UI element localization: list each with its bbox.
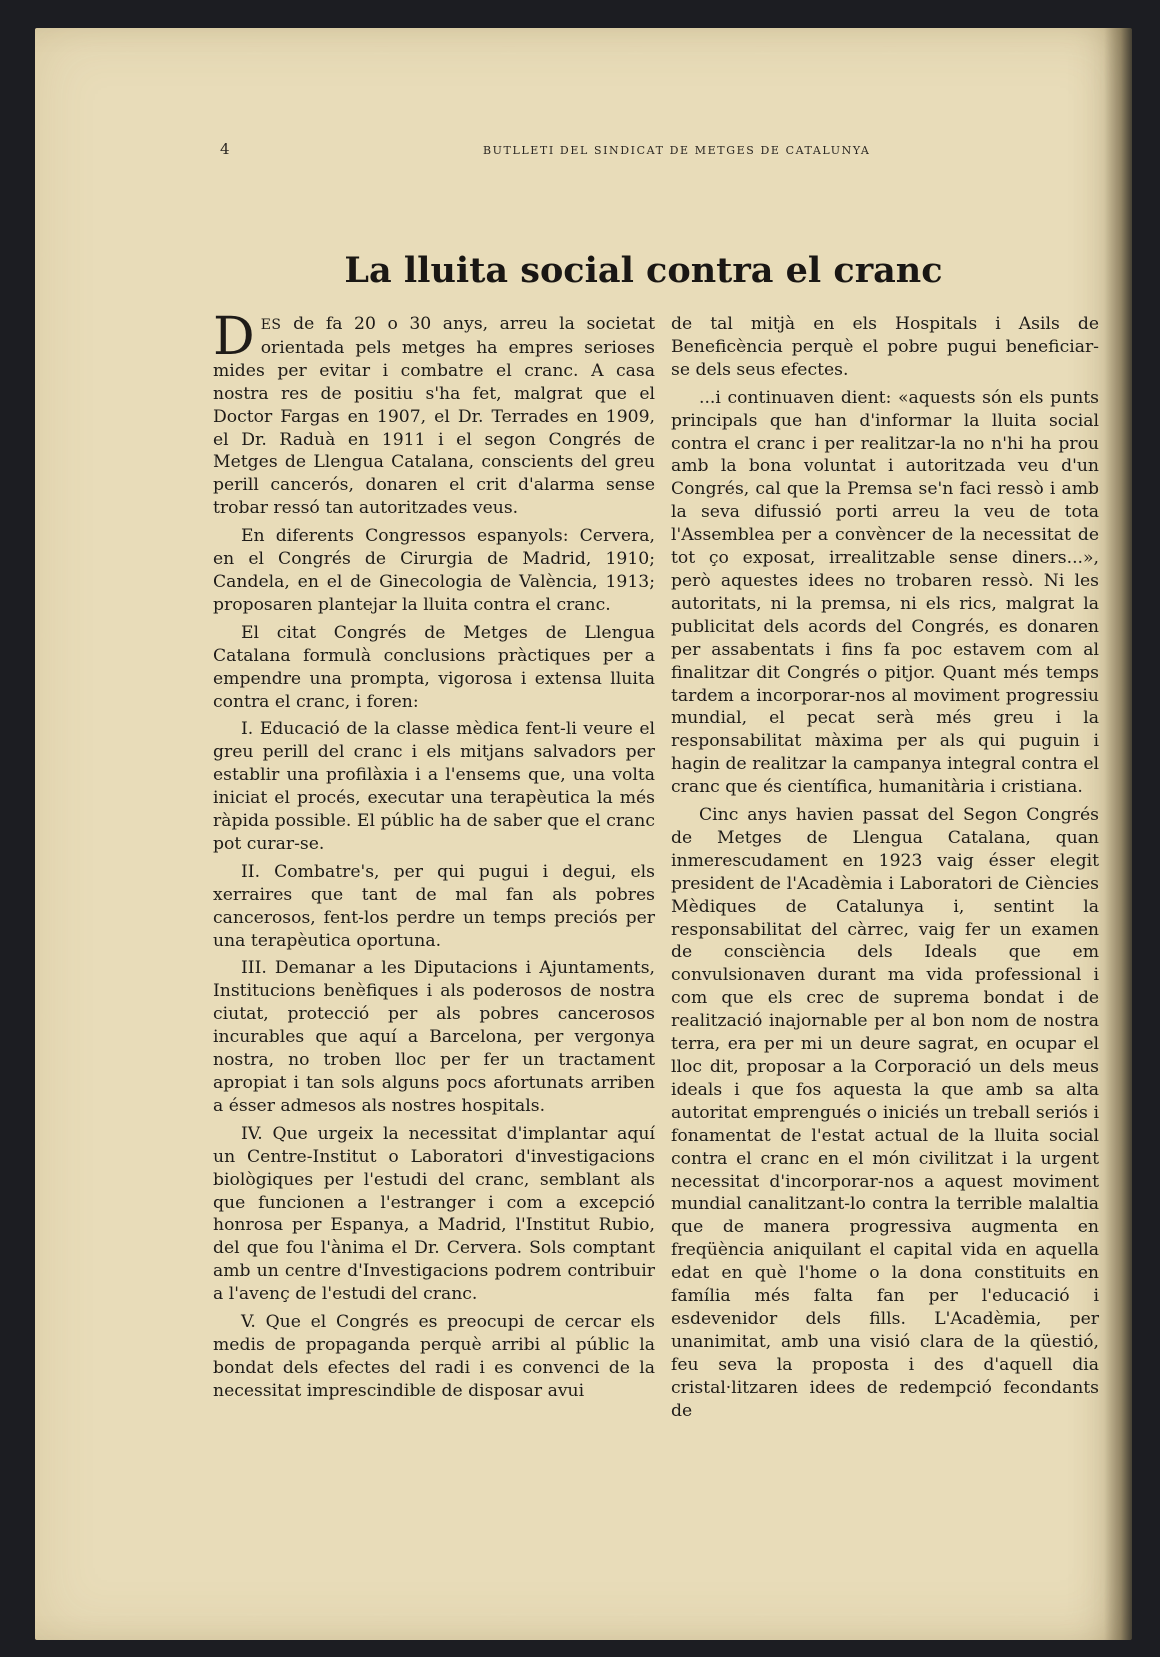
- printed-page: [35, 28, 1132, 1640]
- paragraph: V. Que el Congrés es preocupi de cercar els medis de propaganda perquè arribi al públic la bondat dels efectes del radi i es convenci de la necessitat imprescindible de disposar avui: [213, 1312, 655, 1401]
- paragraph: II. Combatre's, per qui pugui i degui, els xerraires que tant de mal fan als pobres cancerosos, fent-los perdre un temps preciós per una terapèutica oportuna.: [213, 861, 655, 951]
- right-column: [671, 313, 1099, 1428]
- article-title: La lluita social contra el cranc: [344, 250, 943, 291]
- paragraph: I. Educació de la classe mèdica fent-li veure el greu perill del cranc i els mitjans salvadors per establir una profilàxia i a l'ensems que, una volta iniciat el procés, executar una terapèutica la més ràpida possible. El públic ha de saber que el cranc pot curar-se.: [213, 719, 655, 854]
- running-head: [35, 140, 1132, 160]
- paragraph: [213, 307, 656, 520]
- paragraph: Cinc anys havien passat del Segon Congrés de Metges de Llengua Catalana, quan inmerescudament en 1923 vaig ésser elegit president de l'Acadèmia i Laboratori de Ciències Mèdiques de Catalunya i, sentint la responsabilitat del càrrec, vaig fer un examen de consciència dels Ideals que em convulsionaven durant ma vida professional i com que els crec de suprema bondat i de realització inajornable per al bon nom de nostra terra, era per mi un deure sagrat, en ocupar el lloc dit, proposar a la Corporació un dels meus ideals i que fos aquesta la que amb sa alta autoritat emprengués o iniciés un treball seriós i fonamentat de l'estat actual de la lluita social contra el cranc en el món civilitzat i la urgent necessitat d'incorporar-nos a aquest moviment mundial canalitzant-lo contra la terrible malaltia que de manera progressiva augmenta en freqüència aniquilant el capital vida en aquella edat en què l'home o la dona constituits en família més falta fan per l'educació i esdevenidor dels fills. L'Acadèmia, per unanimitat, amb una visió clara de la qüestió, feu seva la proposta i des d'aquell dia cristal·litzaren idees de redempció fecondants de: [671, 805, 1099, 1421]
- dropcap-rest: ES: [260, 317, 282, 333]
- paragraph-text: de fa 20 o 30 anys, arreu la societat orientada pels metges ha empres serioses mides per evitar i combatre el cranc. A casa nostra res de positiu s'ha fet, malgrat que el Doctor Fargas en 1907, el Dr. Terrades en 1909, el Dr. Raduà en 1911 i el segon Congrés de Metges de Llengua Catalana, conscients del greu perill cancerós, donaren el crit d'alarma sense trobar ressó tan autoritzades veus.: [213, 314, 656, 519]
- journal-title: BUTLLETI DEL SINDICAT DE METGES DE CATALUNYA: [483, 144, 871, 157]
- paragraph: En diferents Congressos espanyols: Cervera, en el Congrés de Cirurgia de Madrid, 1910; Candela, en el de Ginecologia de València, 1913; proposaren plantejar la lluita contra el cranc.: [213, 526, 655, 615]
- left-column: [213, 307, 656, 1408]
- paragraph: III. Demanar a les Diputacions i Ajuntaments, Institucions benèfiques i als poderosos de nostra ciutat, protecció per als pobres cancerosos incurables que aquí a Barcelona, per vergonya nostra, no troben lloc per fer un tractament apropiat i tan sols alguns pocs afortunats arriben a ésser admesos als nostres hospitals.: [213, 958, 655, 1116]
- paragraph: El citat Congrés de Metges de Llengua Catalana formulà conclusions pràctiques per a empendre una prompta, vigorosa i extensa lluita contra el cranc, i foren:: [213, 622, 655, 712]
- page-number: 4: [220, 140, 230, 158]
- paragraph: de tal mitjà en els Hospitals i Asils de Beneficència perquè el pobre pugui beneficiar-se dels seus efectes.: [671, 314, 1099, 380]
- paragraph: IV. Que urgeix la necessitat d'implantar aquí un Centre-Institut o Laboratori d'investigacions biològiques per l'estudi del cranc, semblant als que funcionen a l'estranger i com a excepció honrosa per Espanya, a Madrid, l'Institut Rubio, del que fou l'ànima el Dr. Cervera. Sols comptant amb un centre d'Investigacions podrem contribuir a l'avenç de l'estudi del cranc.: [213, 1123, 655, 1305]
- paragraph: ...i continuaven dient: «aquests són els punts principals que han d'informar la lluita social contra el cranc i per realitzar-la no n'hi ha prou amb la bona voluntat i autoritzada veu d'un Congrés, cal que la Premsa se'n faci ressò i amb la seva difussió porti arreu la veu de tota l'Assemblea per a convèncer de la necessitat de tot ço exposat, irrealitzable sense diners...», però aquestes idees no trobaren ressò. Ni les autoritats, ni la premsa, ni els rics, malgrat la publicitat dels acords del Congrés, es donaren per assabentats i fins fa poc estavem com al finalitzar dit Congrés o pitjor. Quant més temps tardem a incorporar-nos al moviment progressiu mundial, el pecat serà més greu i la responsabilitat màxima per als qui puguin i hagin de realitzar la campanya integral contra el cranc que és científica, humanitària i cristiana.: [671, 387, 1099, 798]
- dropcap: D: [213, 307, 255, 367]
